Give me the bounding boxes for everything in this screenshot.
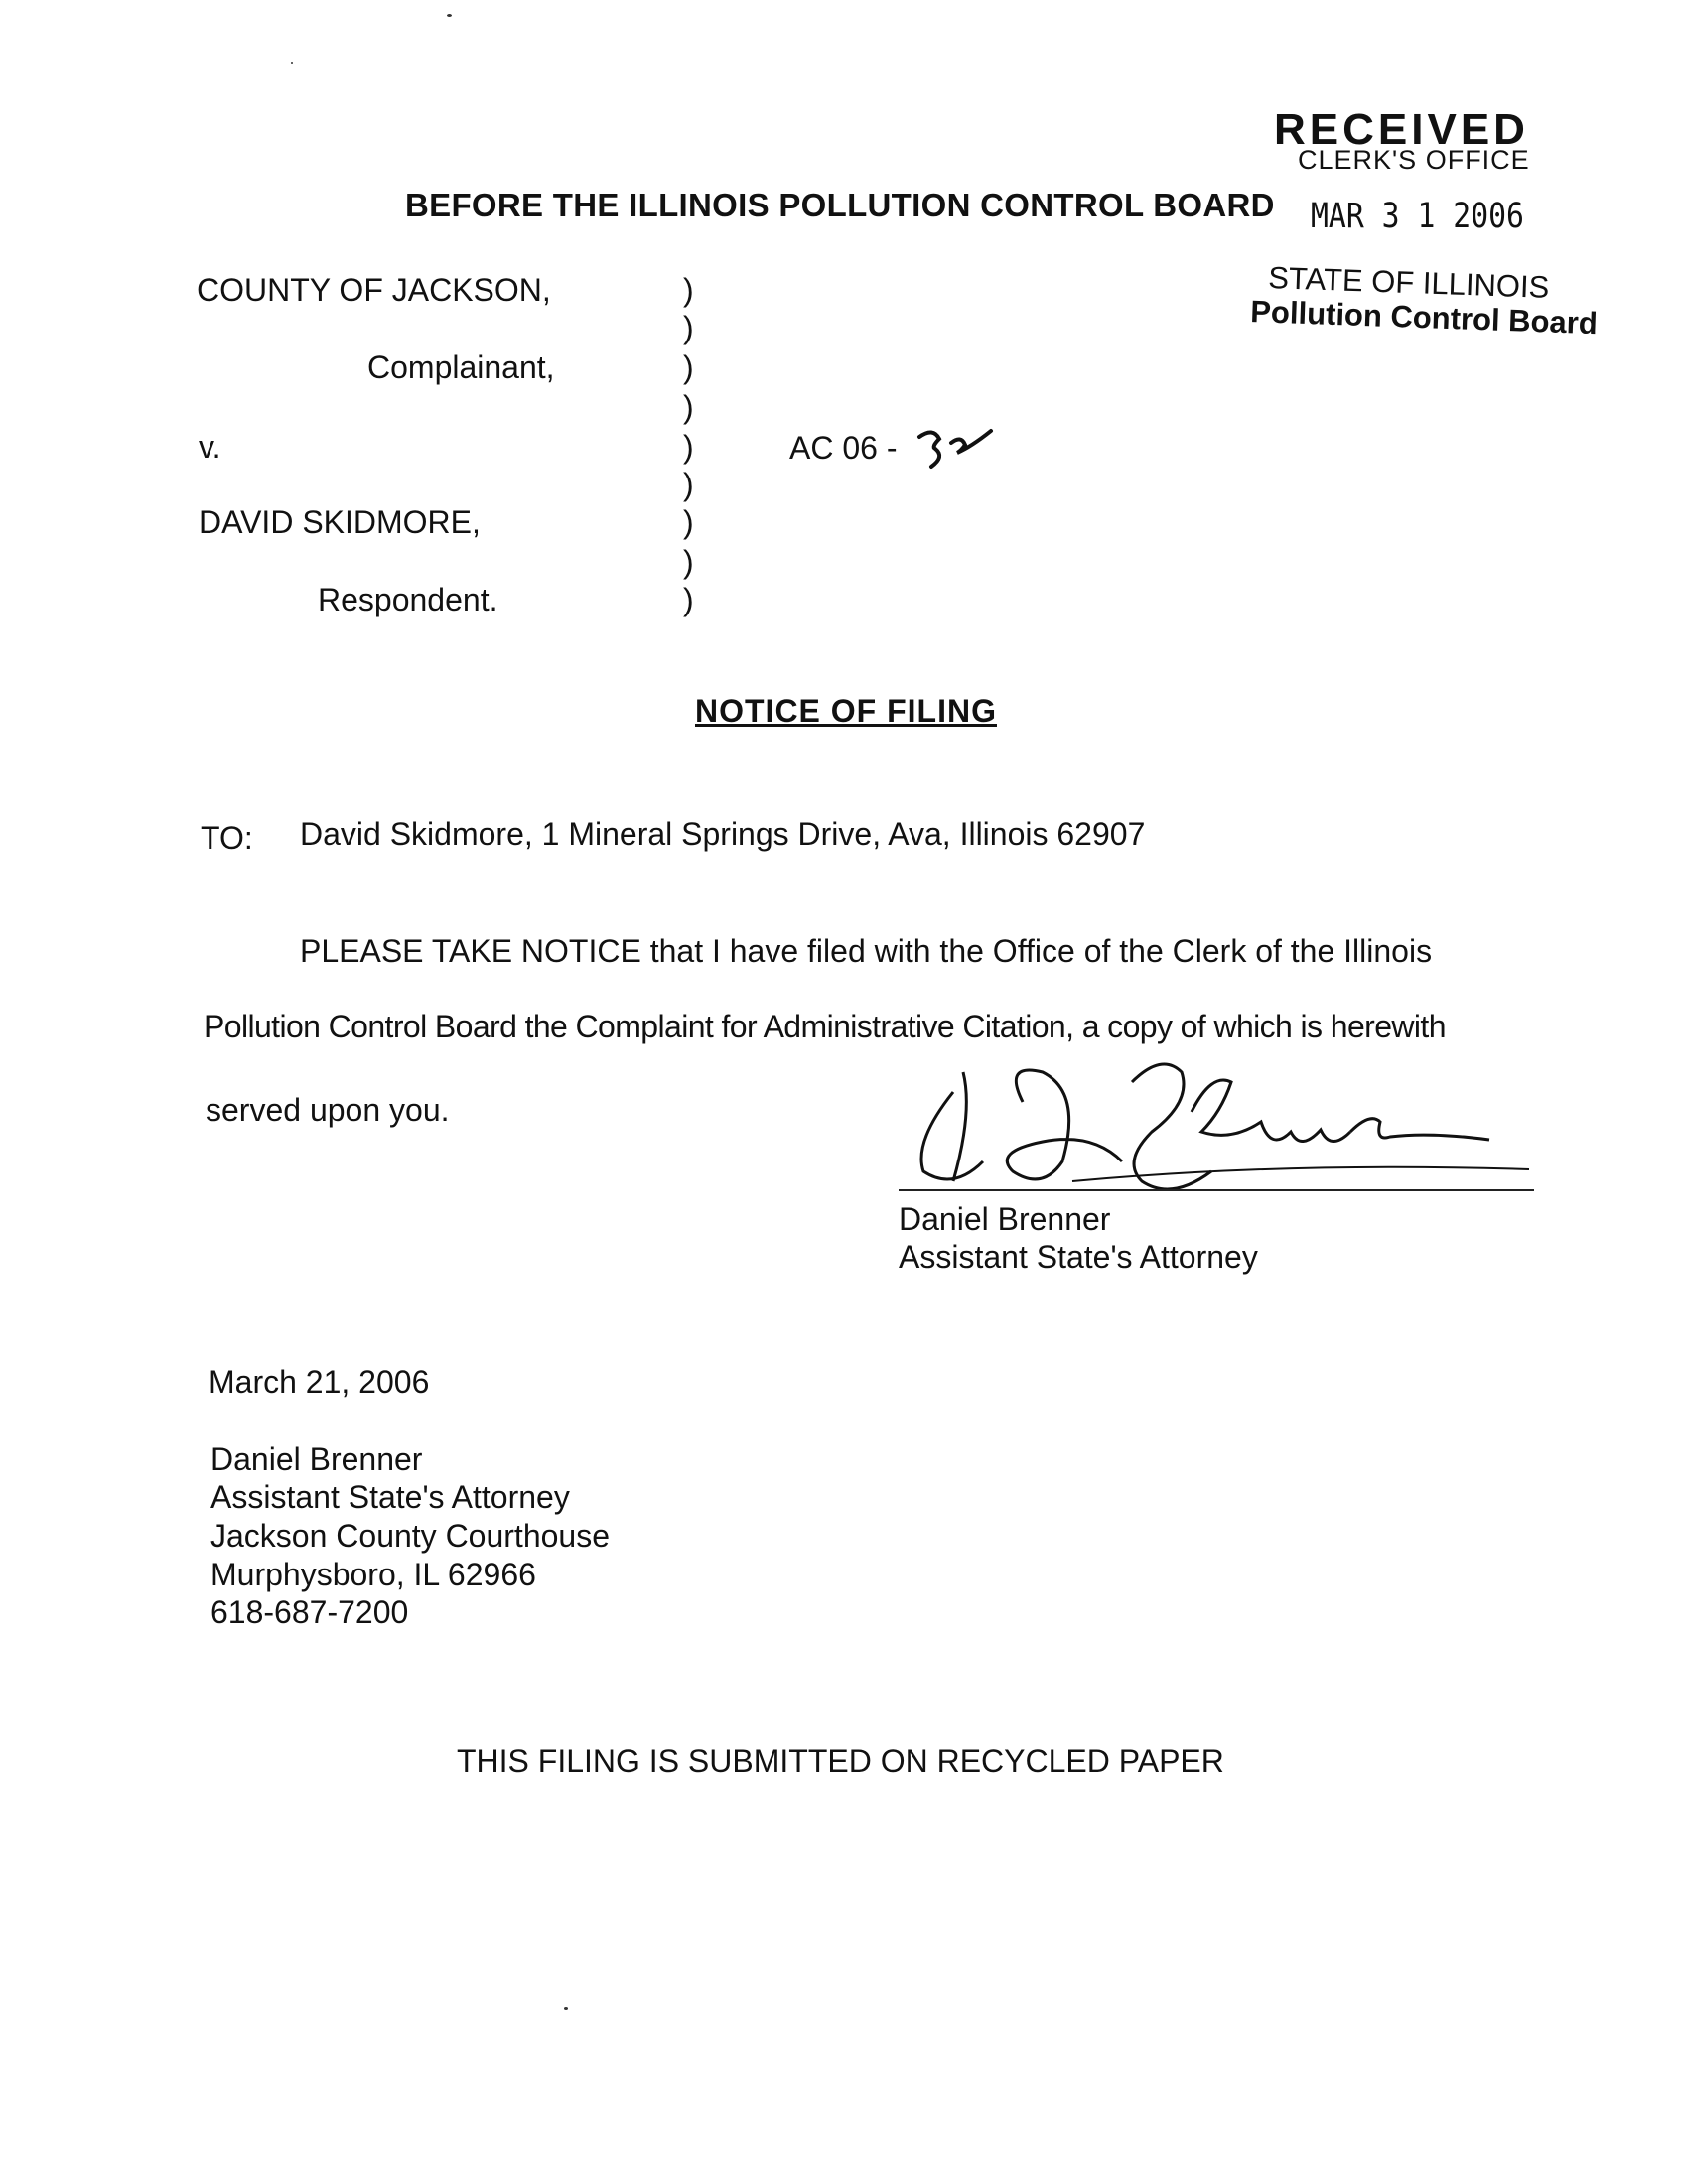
caption-paren: ) [683,389,694,425]
document-heading: BEFORE THE ILLINOIS POLLUTION CONTROL BOARD [405,187,1275,223]
body-line-2: Pollution Control Board the Complaint for Administrative Citation, a copy of which is herewith [204,1009,1446,1044]
recycled-paper-notice: THIS FILING IS SUBMITTED ON RECYCLED PAPER [457,1743,1224,1779]
address-line-2: Murphysboro, IL 62966 [210,1557,536,1592]
handwritten-case-number [912,423,1001,473]
complainant-role: Complainant, [367,349,555,385]
body-line-1: PLEASE TAKE NOTICE that I have filed with the Office of the Clerk of the Illinois [300,933,1433,969]
address-title: Assistant State's Attorney [210,1479,570,1515]
signer-title: Assistant State's Attorney [899,1239,1258,1275]
recipient-address: David Skidmore, 1 Mineral Springs Drive, Ava, Illinois 62907 [300,816,1146,852]
scan-speck [291,62,293,64]
respondent-name: DAVID SKIDMORE, [199,504,481,540]
filing-date: March 21, 2006 [209,1364,430,1400]
case-number-prefix: AC 06 - [789,430,898,466]
address-line-1: Jackson County Courthouse [210,1518,610,1554]
caption-paren: ) [683,349,694,385]
handwritten-signature [894,1052,1539,1201]
complainant-name: COUNTY OF JACKSON, [197,272,551,308]
stamp-state: STATE OF ILLINOIS [1267,260,1550,305]
stamp-board: Pollution Control Board [1249,294,1599,341]
versus: v. [199,429,221,465]
stamp-clerks-office: CLERK'S OFFICE [1298,145,1530,175]
caption-paren: ) [683,467,694,502]
signature-line [899,1189,1534,1191]
caption-paren: ) [683,544,694,580]
caption-paren: ) [683,504,694,540]
scan-speck [447,14,452,17]
caption-paren: ) [683,310,694,345]
scan-speck [564,2007,568,2010]
signer-name: Daniel Brenner [899,1201,1111,1237]
address-phone: 618-687-7200 [210,1594,409,1630]
stamp-date: MAR 3 1 2006 [1311,197,1524,236]
respondent-role: Respondent. [318,582,498,617]
caption-paren: ) [683,429,694,465]
caption-paren: ) [683,272,694,308]
recipient-label: TO: [201,820,253,856]
body-line-3: served upon you. [206,1092,450,1128]
caption-paren: ) [683,582,694,617]
stamp-received: RECEIVED [1274,105,1529,154]
notice-title: NOTICE OF FILING [695,693,997,729]
address-name: Daniel Brenner [210,1441,423,1477]
case-number [789,423,1001,473]
